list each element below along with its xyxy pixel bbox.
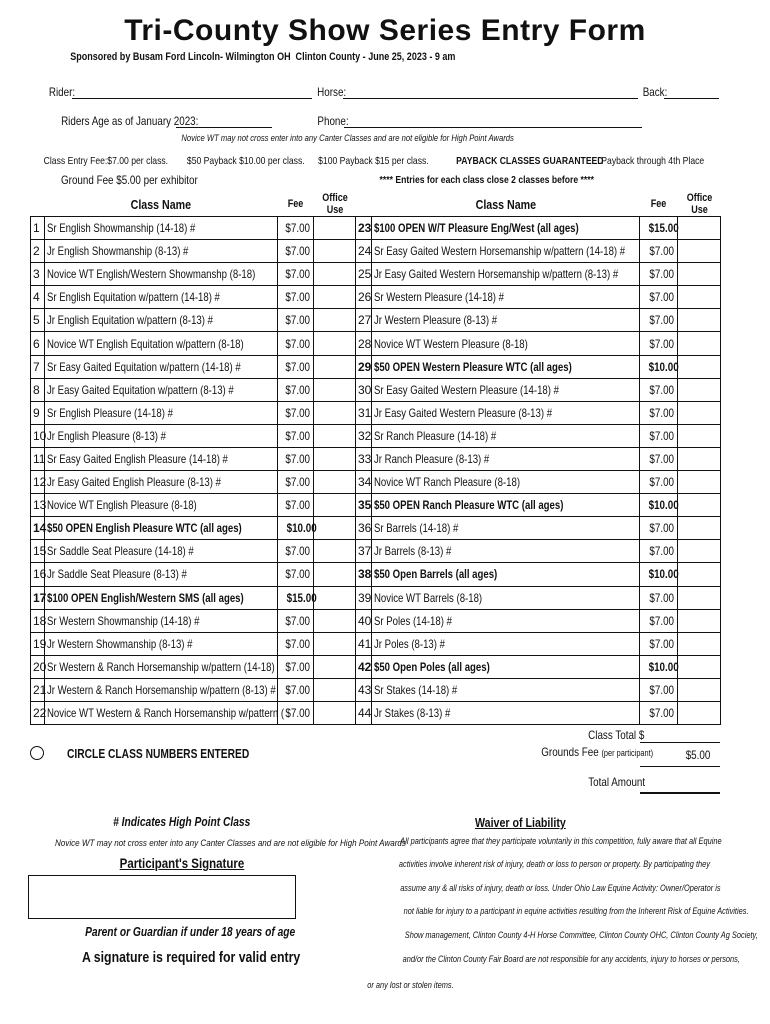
class-fee: $7.00 (640, 286, 678, 309)
table-row (31, 424, 356, 447)
office-use-cell[interactable] (314, 701, 356, 724)
class-number: 34 (356, 471, 372, 494)
novice-note-top: Novice WT may not cross enter into any Canter Classes and are not eligible for High Point Awards (181, 133, 514, 143)
payback-guaranteed: PAYBACK CLASSES GUARANTEED (456, 155, 604, 167)
class-name-header: Class Name (475, 196, 536, 212)
class-number: 13 (31, 494, 45, 517)
class-number: 33 (356, 447, 372, 470)
office-use-cell[interactable] (678, 494, 721, 517)
class-number: 21 (31, 678, 45, 701)
office-use-cell[interactable] (314, 517, 356, 540)
class-name: Sr Easy Gaited Equitation w/pattern (14-18) # (45, 355, 278, 378)
total-amount-label: Total Amount (588, 775, 646, 789)
class-fee: $7.00 (278, 332, 314, 355)
class-number: 3 (31, 263, 45, 286)
class-number: 28 (356, 332, 372, 355)
circle-icon (30, 746, 44, 760)
office-use-cell[interactable] (678, 701, 721, 724)
office-use-cell[interactable] (678, 517, 721, 540)
office-use-header: Office Use (686, 192, 712, 216)
table-row (356, 655, 721, 678)
table-row (31, 240, 356, 263)
class-number: 29 (356, 355, 372, 378)
class-entry-fee: Class Entry Fee:$7.00 per class. (43, 155, 169, 167)
office-use-cell[interactable] (314, 563, 356, 586)
class-fee: $7.00 (640, 263, 678, 286)
table-row (31, 378, 356, 401)
phone-label: Phone: (317, 114, 349, 128)
grounds-fee-value: $5.00 (685, 748, 711, 762)
office-use-cell[interactable] (314, 424, 356, 447)
waiver-title: Waiver of Liability (474, 815, 566, 830)
class-fee: $7.00 (640, 378, 678, 401)
right-class-table (355, 192, 721, 725)
class-fee: $7.00 (640, 240, 678, 263)
office-use-cell[interactable] (678, 540, 721, 563)
table-row (31, 309, 356, 332)
class-name: Jr Barrels (8-13) # (372, 540, 640, 563)
waiver-line: assume any & all risks of injury, death or loss. Under Ohio Law Equine Activity: Owner/Operator is (400, 883, 721, 894)
table-row (31, 517, 356, 540)
class-number: 35 (356, 494, 372, 517)
class-name: Sr Western Showmanship (14-18) # (45, 609, 278, 632)
office-use-cell[interactable] (678, 632, 721, 655)
class-number: 43 (356, 678, 372, 701)
class-name: Jr Poles (8-13) # (372, 632, 640, 655)
class-fee: $7.00 (278, 217, 314, 240)
office-use-cell[interactable] (678, 355, 721, 378)
class-fee: $7.00 (640, 471, 678, 494)
class-fee: $7.00 (640, 678, 678, 701)
table-row (31, 609, 356, 632)
table-row (31, 586, 356, 609)
office-use-cell[interactable] (314, 494, 356, 517)
left-class-table (30, 192, 356, 725)
class-fee: $10.00 (640, 655, 678, 678)
office-use-cell[interactable] (314, 471, 356, 494)
class-fee: $10.00 (278, 517, 314, 540)
grounds-fee-label: Grounds Fee (per participant) (541, 745, 654, 759)
office-use-cell[interactable] (314, 401, 356, 424)
class-number: 2 (31, 240, 45, 263)
table-row (356, 263, 721, 286)
office-use-cell[interactable] (314, 447, 356, 470)
class-number: 40 (356, 609, 372, 632)
class-fee: $7.00 (640, 701, 678, 724)
class-number: 12 (31, 471, 45, 494)
table-row (356, 217, 721, 240)
class-fee: $7.00 (278, 494, 314, 517)
class-fee: $7.00 (640, 332, 678, 355)
table-row (31, 655, 356, 678)
table-row (356, 240, 721, 263)
class-fee: $7.00 (278, 378, 314, 401)
class-number: 25 (356, 263, 372, 286)
office-use-cell[interactable] (678, 378, 721, 401)
high-point-note: # Indicates High Point Class (113, 815, 251, 829)
table-row (31, 701, 356, 724)
class-name: Jr Ranch Pleasure (8-13) # (372, 447, 640, 470)
class-number: 44 (356, 701, 372, 724)
class-fee: $7.00 (640, 609, 678, 632)
age-label: Riders Age as of January 2023: (61, 114, 199, 128)
office-use-cell[interactable] (678, 263, 721, 286)
class-fee: $7.00 (278, 355, 314, 378)
back-label: Back: (642, 85, 668, 99)
office-use-cell[interactable] (678, 471, 721, 494)
class-fee: $7.00 (640, 586, 678, 609)
office-use-cell[interactable] (314, 655, 356, 678)
fee-header: Fee (287, 198, 304, 210)
class-fee: $7.00 (640, 309, 678, 332)
class-fee: $10.00 (640, 494, 678, 517)
office-use-cell[interactable] (678, 401, 721, 424)
class-name: Sr Barrels (14-18) # (372, 517, 640, 540)
class-name: $50 OPEN Ranch Pleasure WTC (all ages) (372, 494, 640, 517)
class-number: 6 (31, 332, 45, 355)
class-name: Jr Easy Gaited Equitation w/pattern (8-13) # (45, 378, 278, 401)
horse-field[interactable] (343, 98, 638, 99)
class-name: $100 OPEN W/T Pleasure Eng/West (all ages) (372, 217, 640, 240)
class-name: Sr Easy Gaited Western Horsemanship w/pattern (14-18) # (372, 240, 640, 263)
class-number: 7 (31, 355, 45, 378)
table-row (356, 471, 721, 494)
office-use-cell[interactable] (314, 240, 356, 263)
class-fee: $7.00 (640, 517, 678, 540)
table-row (356, 355, 721, 378)
class-fee: $7.00 (278, 540, 314, 563)
class-name: Novice WT English Pleasure (8-18) (45, 494, 278, 517)
class-name-header: Class Name (130, 196, 192, 212)
class-number: 1 (31, 217, 45, 240)
office-use-cell[interactable] (314, 678, 356, 701)
office-use-cell[interactable] (678, 655, 721, 678)
table-row (31, 540, 356, 563)
payback-through: Payback through 4th Place (601, 155, 705, 167)
office-use-cell[interactable] (314, 378, 356, 401)
class-number: 36 (356, 517, 372, 540)
office-use-cell[interactable] (678, 332, 721, 355)
class-number: 42 (356, 655, 372, 678)
table-row (31, 632, 356, 655)
class-name: Novice WT English Equitation w/pattern (8-18) (45, 332, 278, 355)
office-use-cell[interactable] (678, 309, 721, 332)
class-number: 41 (356, 632, 372, 655)
office-use-cell[interactable] (678, 217, 721, 240)
class-number: 22 (31, 701, 45, 724)
grounds-fee-line (640, 766, 720, 767)
class-fee: $7.00 (278, 678, 314, 701)
payback-50: $50 Payback $10.00 per class. (186, 155, 305, 167)
class-name: $100 OPEN English/Western SMS (all ages) (45, 586, 278, 609)
signature-required: A signature is required for valid entry (81, 949, 301, 966)
office-use-cell[interactable] (314, 217, 356, 240)
class-fee: $15.00 (640, 217, 678, 240)
office-use-cell[interactable] (314, 332, 356, 355)
table-row (31, 401, 356, 424)
class-number: 26 (356, 286, 372, 309)
class-fee: $7.00 (640, 632, 678, 655)
table-row (356, 586, 721, 609)
class-number: 39 (356, 586, 372, 609)
office-use-cell[interactable] (314, 263, 356, 286)
class-fee: $7.00 (640, 540, 678, 563)
class-fee: $7.00 (278, 447, 314, 470)
class-fee: $7.00 (278, 424, 314, 447)
waiver-line: or any lost or stolen items. (367, 980, 454, 991)
class-number: 14 (31, 517, 45, 540)
office-use-cell[interactable] (314, 355, 356, 378)
phone-field[interactable] (344, 127, 642, 128)
signature-box[interactable] (28, 875, 296, 919)
table-row (31, 263, 356, 286)
class-name: Novice WT Barrels (8-18) (372, 586, 640, 609)
class-name: $50 Open Barrels (all ages) (372, 563, 640, 586)
class-name: Sr English Showmanship (14-18) # (45, 217, 278, 240)
class-fee: $7.00 (278, 263, 314, 286)
class-name: Jr Easy Gaited Western Horsemanship w/pattern (8-13) # (372, 263, 640, 286)
signature-label: Participant's Signature (119, 855, 245, 871)
class-number: 20 (31, 655, 45, 678)
table-row (356, 378, 721, 401)
table-row (356, 332, 721, 355)
office-use-cell[interactable] (314, 609, 356, 632)
ground-fee: Ground Fee $5.00 per exhibitor (61, 173, 198, 187)
class-name: Novice WT Ranch Pleasure (8-18) (372, 471, 640, 494)
office-use-cell[interactable] (678, 563, 721, 586)
class-number: 11 (31, 447, 45, 470)
table-row (31, 563, 356, 586)
class-name: Sr Easy Gaited English Pleasure (14-18) # (45, 447, 278, 470)
novice-note-bottom: Novice WT may not cross enter into any Canter Classes and are not eligible for High Point Awards (54, 838, 406, 849)
class-name: Jr English Pleasure (8-13) # (45, 424, 278, 447)
class-fee: $7.00 (640, 401, 678, 424)
table-row (31, 355, 356, 378)
class-name: Jr Western Pleasure (8-13) # (372, 309, 640, 332)
class-number: 10 (31, 424, 45, 447)
class-name: Novice WT Western & Ranch Horsemanship w/pattern ( (45, 701, 278, 724)
class-name: Sr Ranch Pleasure (14-18) # (372, 424, 640, 447)
class-name: Jr Western & Ranch Horsemanship w/pattern (8-13) # (45, 678, 278, 701)
class-number: 8 (31, 378, 45, 401)
table-row (31, 286, 356, 309)
class-name: Jr Stakes (8-13) # (372, 701, 640, 724)
class-name: Sr English Equitation w/pattern (14-18) # (45, 286, 278, 309)
table-row (356, 401, 721, 424)
rider-label: Rider: (48, 85, 76, 99)
class-name: Novice WT Western Pleasure (8-18) (372, 332, 640, 355)
waiver-line: Show management, Clinton County 4-H Horse Committee, Clinton County OHC, Clinton County Ag Society, (404, 930, 758, 941)
table-row (356, 424, 721, 447)
class-name: Sr Saddle Seat Pleasure (14-18) # (45, 540, 278, 563)
waiver-line: activities involve inherent risk of injury, death or loss to person or property. By participating they (398, 859, 710, 870)
office-use-cell[interactable] (314, 540, 356, 563)
class-fee: $7.00 (278, 401, 314, 424)
class-fee: $10.00 (640, 355, 678, 378)
office-use-cell[interactable] (678, 678, 721, 701)
office-use-cell[interactable] (314, 632, 356, 655)
office-use-cell[interactable] (678, 286, 721, 309)
class-number: 30 (356, 378, 372, 401)
class-fee: $7.00 (640, 424, 678, 447)
office-use-cell[interactable] (678, 424, 721, 447)
rider-field[interactable] (72, 98, 312, 99)
table-row (356, 540, 721, 563)
table-row (31, 447, 356, 470)
table-row (356, 447, 721, 470)
class-number: 4 (31, 286, 45, 309)
table-row (356, 609, 721, 632)
class-number: 15 (31, 540, 45, 563)
class-name: Sr Poles (14-18) # (372, 609, 640, 632)
table-row (356, 286, 721, 309)
class-number: 38 (356, 563, 372, 586)
table-row (356, 517, 721, 540)
fee-header: Fee (650, 198, 667, 210)
office-use-cell[interactable] (314, 586, 356, 609)
table-row (356, 632, 721, 655)
class-number: 31 (356, 401, 372, 424)
class-number: 16 (31, 563, 45, 586)
table-row (356, 678, 721, 701)
class-fee: $7.00 (278, 609, 314, 632)
class-name: $50 OPEN Western Pleasure WTC (all ages) (372, 355, 640, 378)
class-name: Jr English Showmanship (8-13) # (45, 240, 278, 263)
table-row (31, 332, 356, 355)
office-use-cell[interactable] (314, 286, 356, 309)
class-name: Jr Easy Gaited English Pleasure (8-13) # (45, 471, 278, 494)
class-name: Novice WT English/Western Showmanshp (8-18) (45, 263, 278, 286)
waiver-line: and/or the Clinton County Fair Board are not responsible for any accidents, injury to horses or persons, (402, 954, 740, 965)
class-name: Jr Western Showmanship (8-13) # (45, 632, 278, 655)
table-row (356, 701, 721, 724)
class-fee: $7.00 (278, 240, 314, 263)
waiver-line: All participants agree that they participate voluntarily in this competition, fully aware that all Equine (400, 836, 722, 847)
class-number: 27 (356, 309, 372, 332)
table-row (31, 678, 356, 701)
sponsor-text: Sponsored by Busam Ford Lincoln- Wilmington OH (70, 51, 291, 63)
table-row (356, 563, 721, 586)
guardian-note: Parent or Guardian if under 18 years of age (85, 925, 296, 939)
class-name: Jr Saddle Seat Pleasure (8-13) # (45, 563, 278, 586)
back-number-field[interactable] (664, 98, 719, 99)
table-row (31, 217, 356, 240)
table-row (356, 309, 721, 332)
class-number: 24 (356, 240, 372, 263)
payback-100: $100 Payback $15 per class. (318, 155, 429, 167)
class-name: Jr Easy Gaited Western Pleasure (8-13) # (372, 401, 640, 424)
class-number: 19 (31, 632, 45, 655)
class-name: Sr English Pleasure (14-18) # (45, 401, 278, 424)
table-row (31, 471, 356, 494)
class-fee: $7.00 (278, 309, 314, 332)
class-number: 32 (356, 424, 372, 447)
class-total-label: Class Total $ (588, 728, 645, 742)
class-fee: $15.00 (278, 586, 314, 609)
class-fee: $7.00 (278, 632, 314, 655)
office-use-cell[interactable] (314, 309, 356, 332)
office-use-cell[interactable] (678, 586, 721, 609)
class-fee: $7.00 (278, 471, 314, 494)
circle-class-note: CIRCLE CLASS NUMBERS ENTERED (67, 747, 250, 761)
waiver-line: not liable for injury to a participant in equine activities resulting from the Inherent Risk of Equine Activities. (403, 906, 749, 917)
class-number: 17 (31, 586, 45, 609)
form-title: Tri-County Show Series Entry Form (124, 14, 646, 47)
class-number: 5 (31, 309, 45, 332)
class-name: Jr English Equitation w/pattern (8-13) # (45, 309, 278, 332)
table-row (356, 494, 721, 517)
class-name: $50 OPEN English Pleasure WTC (all ages) (45, 517, 278, 540)
class-number: 18 (31, 609, 45, 632)
class-number: 9 (31, 401, 45, 424)
entries-close-note: **** Entries for each class close 2 classes before **** (379, 174, 594, 186)
class-fee: $7.00 (278, 286, 314, 309)
class-fee: $7.00 (278, 563, 314, 586)
age-field[interactable] (176, 127, 272, 128)
table-row (31, 494, 356, 517)
class-number: 37 (356, 540, 372, 563)
class-number: 23 (356, 217, 372, 240)
class-fee: $7.00 (278, 655, 314, 678)
class-fee: $10.00 (640, 563, 678, 586)
class-name: Sr Stakes (14-18) # (372, 678, 640, 701)
class-name: Sr Western Pleasure (14-18) # (372, 286, 640, 309)
class-name: $50 Open Poles (all ages) (372, 655, 640, 678)
class-total-field[interactable] (640, 742, 720, 743)
office-use-cell[interactable] (678, 609, 721, 632)
class-name: Sr Easy Gaited Western Pleasure (14-18) # (372, 378, 640, 401)
office-use-cell[interactable] (678, 240, 721, 263)
class-name: Sr Western & Ranch Horsemanship w/pattern (14-18) (45, 655, 278, 678)
office-use-cell[interactable] (678, 447, 721, 470)
location-date: Clinton County - June 25, 2023 - 9 am (295, 51, 456, 63)
horse-label: Horse: (317, 85, 347, 99)
class-fee: $7.00 (640, 447, 678, 470)
class-fee: $7.00 (278, 701, 314, 724)
total-amount-field[interactable] (640, 792, 720, 794)
office-use-header: Office Use (321, 192, 348, 216)
